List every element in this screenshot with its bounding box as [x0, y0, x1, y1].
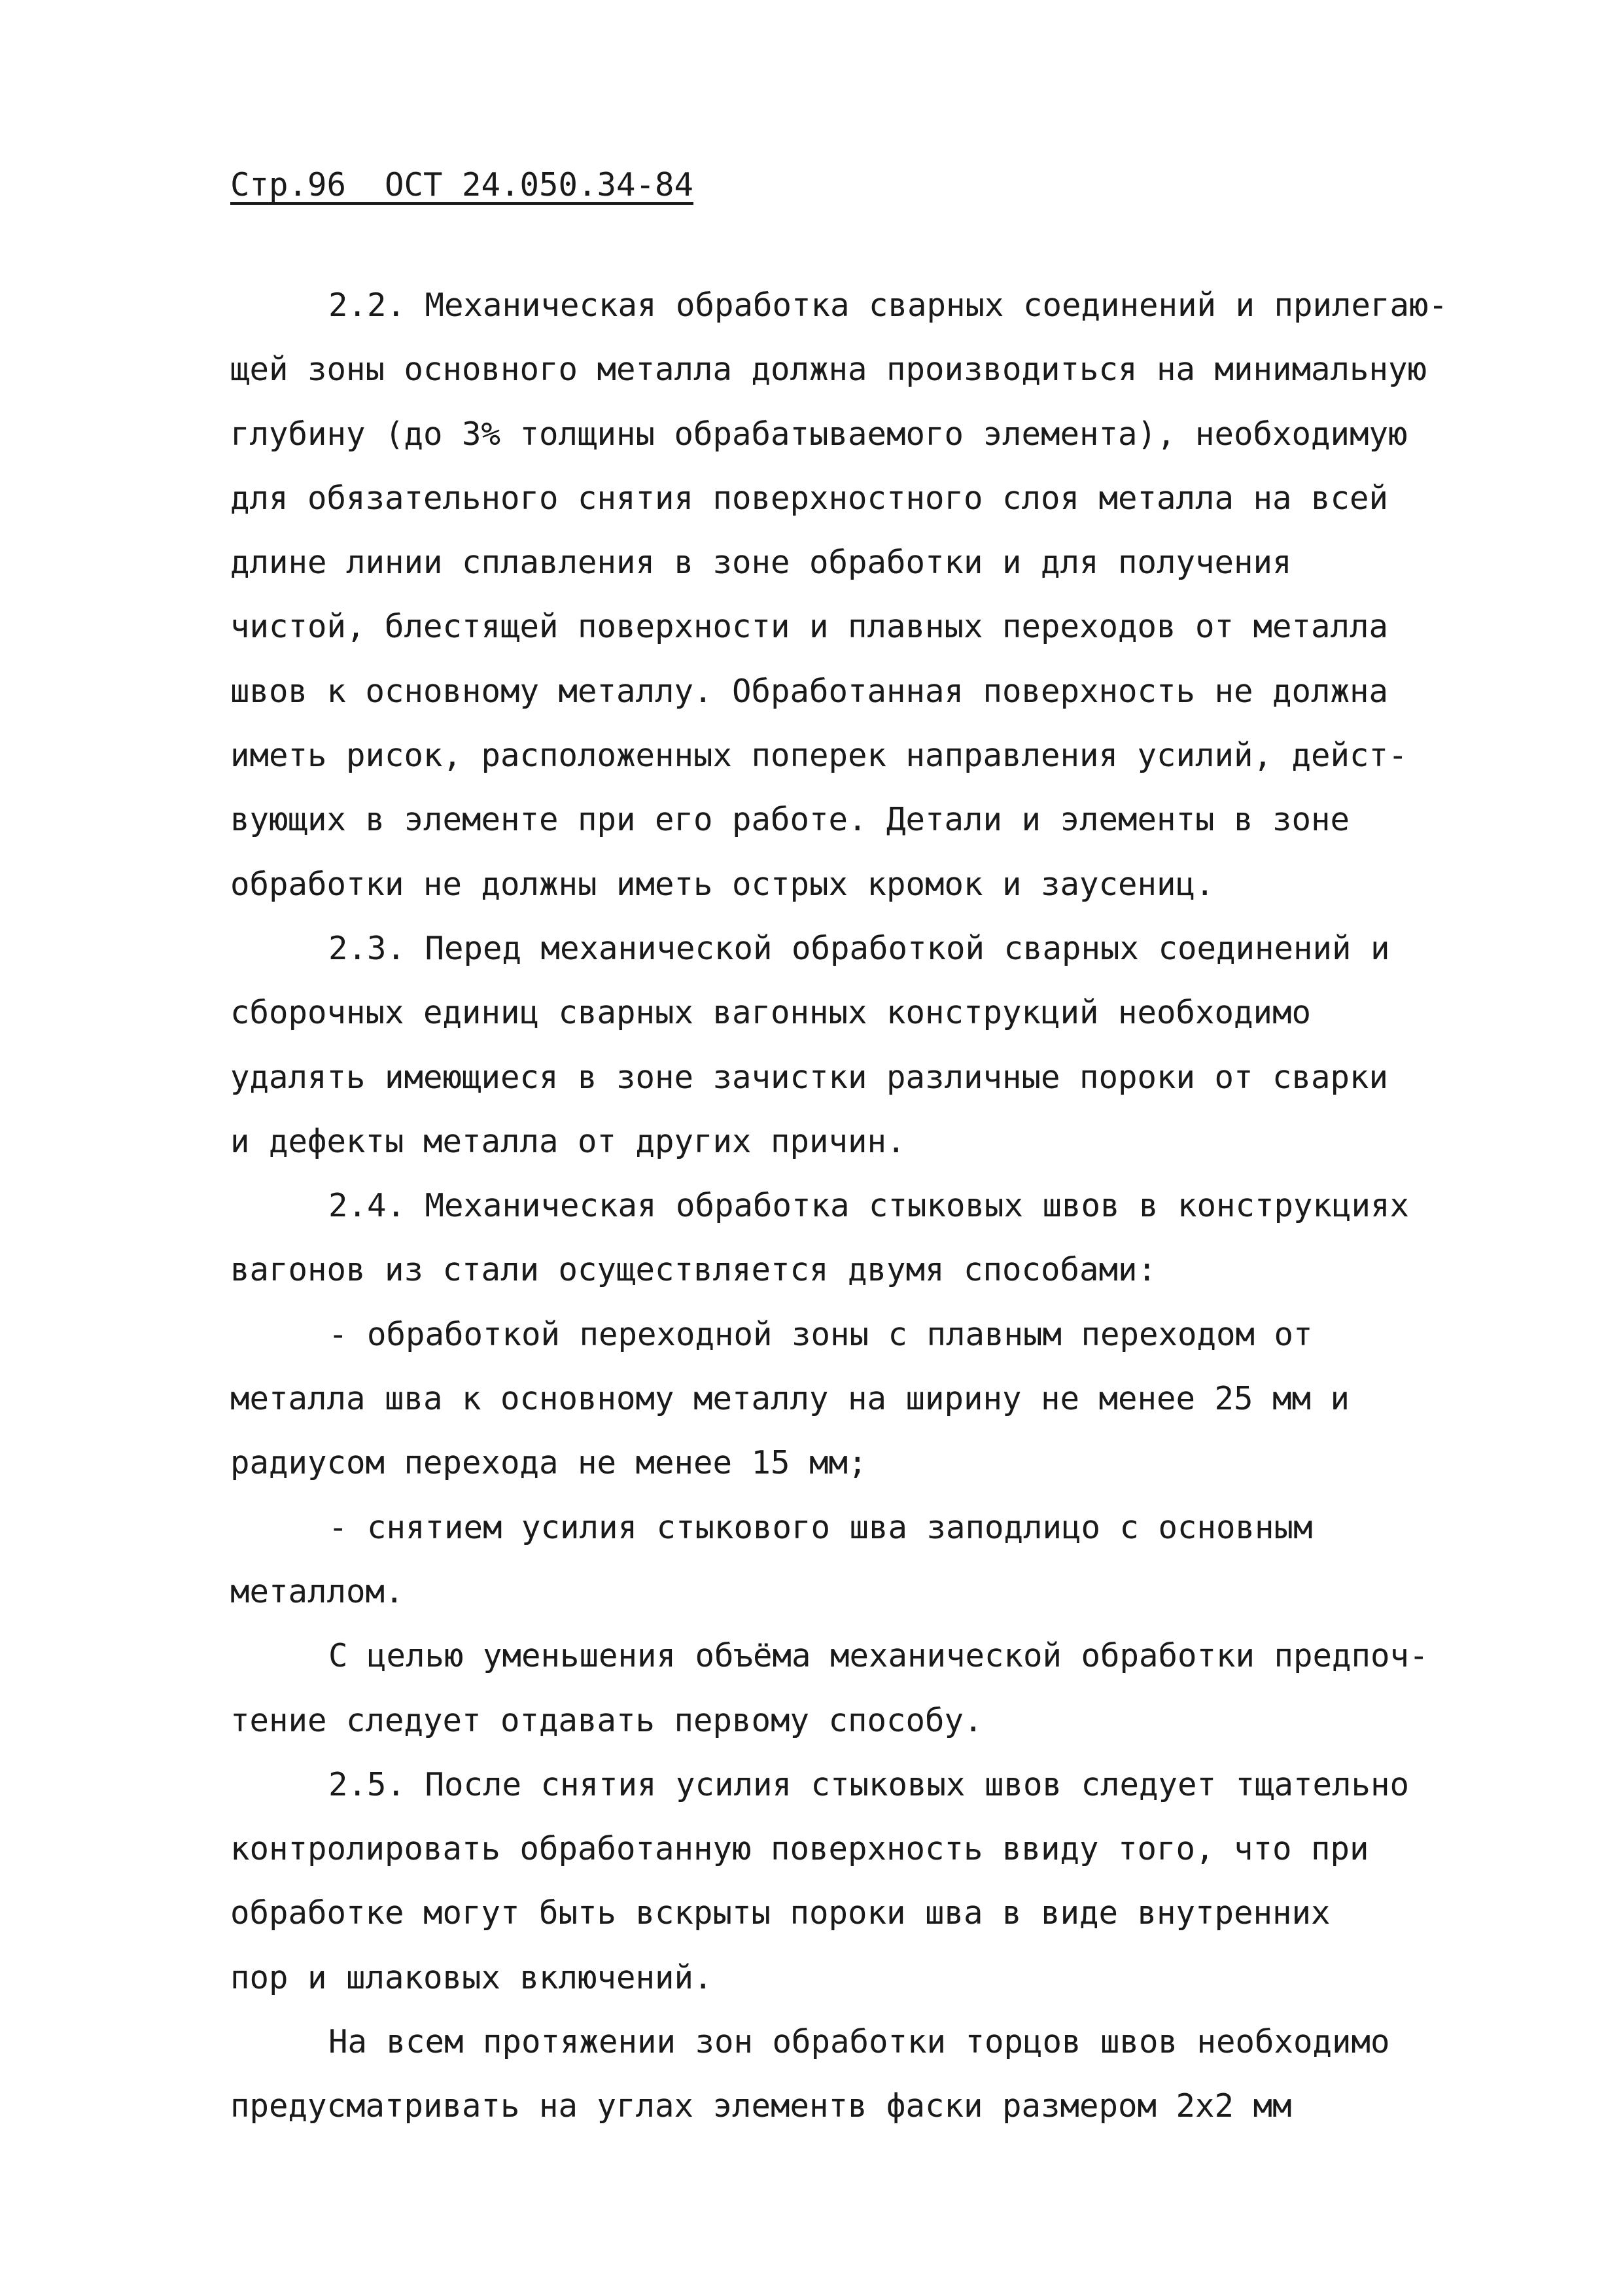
text-line: 2.2. Механическая обработка сварных соединений и прилегаю- [328, 287, 1448, 324]
text-line: металла шва к основному металлу на ширину не менее 25 мм и [230, 1380, 1350, 1418]
text-line: 2.3. Перед механической обработкой сварных соединений и [328, 929, 1390, 967]
text-line: С целью уменьшения объёма механической обработки предпоч- [328, 1637, 1429, 1675]
text-line: чистой, блестящей поверхности и плавных переходов от металла [230, 608, 1389, 646]
text-line: обработки не должны иметь острых кромок и заусениц. [230, 865, 1215, 903]
text-line: глубину (до 3% толщины обрабатываемого элемента), необходимую [230, 415, 1408, 453]
text-line: удалять имеющиеся в зоне зачистки различные пороки от сварки [230, 1058, 1389, 1096]
text-line: вующих в элементе при его работе. Детали и элементы в зоне [230, 801, 1350, 839]
text-line: пор и шлаковых включений. [230, 1958, 713, 1996]
text-line: - снятием усилия стыкового шва заподлицо с основным [328, 1508, 1313, 1546]
text-line: - обработкой переходной зоны с плавным переходом от [328, 1315, 1313, 1353]
text-line: сборочных единиц сварных вагонных конструкций необходимо [230, 994, 1312, 1032]
text-line: и дефекты металла от других причин. [230, 1122, 906, 1160]
text-line: вагонов из стали осуществляется двумя способами: [230, 1251, 1157, 1289]
text-line: 2.4. Механическая обработка стыковых швов в конструкциях [328, 1187, 1410, 1225]
page-header: Стр.96 ОСТ 24.050.34-84 [230, 166, 694, 203]
text-line: На всем протяжении зон обработки торцов швов необходимо [328, 2023, 1390, 2061]
text-line: для обязательного снятия поверхностного слоя металла на всей [230, 479, 1389, 517]
text-line: обработке могут быть вскрыты пороки шва в виде внутренних [230, 1894, 1331, 1932]
text-line: контролировать обработанную поверхность ввиду того, что при [230, 1830, 1369, 1868]
document-body [230, 274, 1506, 2139]
text-line: швов к основному металлу. Обработанная поверхность не должна [230, 672, 1389, 710]
text-line: длине линии сплавления в зоне обработки и для получения [230, 544, 1292, 582]
text-line: предусматривать на углах элементв фаски размером 2х2 мм [230, 2087, 1292, 2125]
text-line: 2.5. После снятия усилия стыковых швов следует тщательно [328, 1765, 1410, 1803]
text-line: тение следует отдавать первому способу. [230, 1701, 983, 1739]
text-line: металлом. [230, 1572, 404, 1610]
text-line: радиусом перехода не менее 15 мм; [230, 1444, 867, 1482]
text-line: щей зоны основного металла должна производиться на минимальную [230, 351, 1427, 389]
text-line: иметь рисок, расположенных поперек направления усилий, дейст- [230, 737, 1408, 775]
